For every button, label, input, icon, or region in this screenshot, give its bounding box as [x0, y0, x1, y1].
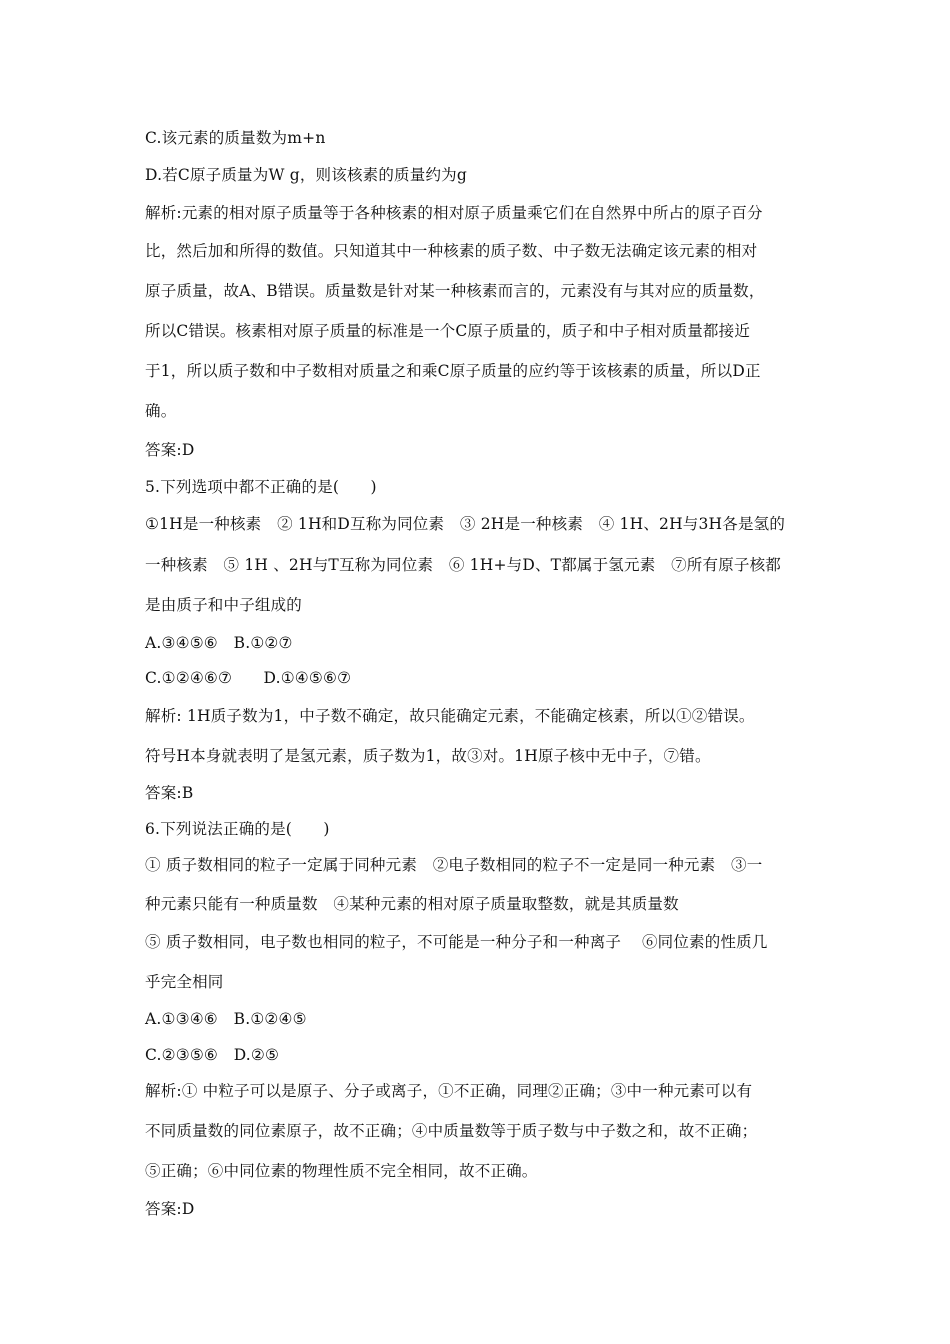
- question-5-option: C.①②④⑥⑦ D.①④⑤⑥⑦: [145, 669, 352, 687]
- explanation-line: 所以C错误。核素相对原子质量的标准是一个C原子质量的，质子和中子相对质量都接近: [145, 322, 751, 340]
- explanation-line: 解析:① 中粒子可以是原子、分子或离子，①不正确，同理②正确；③中一种元素可以有: [145, 1082, 753, 1100]
- explanation-line: 解析: 1H质子数为1，中子数不确定，故只能确定元素，不能确定核素，所以①②错误。: [145, 707, 755, 725]
- question-6-title: 6.下列说法正确的是( ): [145, 820, 330, 838]
- question-5-option: A.③④⑤⑥ B.①②⑦: [145, 634, 293, 652]
- option-d: D.若C原子质量为W g，则该核素的质量约为g: [145, 166, 467, 184]
- question-6-statement: 乎完全相同: [145, 973, 224, 991]
- option-c: C.该元素的质量数为m+n: [145, 129, 326, 147]
- question-6-statement: ① 质子数相同的粒子一定属于同种元素 ②电子数相同的粒子不一定是同一种元素 ③一: [145, 856, 763, 874]
- explanation-line: 比，然后加和所得的数值。只知道其中一种核素的质子数、中子数无法确定该元素的相对: [145, 242, 758, 260]
- answer-line: 答案:D: [145, 1200, 195, 1218]
- explanation-line: 符号H本身就表明了是氢元素，质子数为1，故③对。1H原子核中无中子，⑦错。: [145, 747, 711, 765]
- question-5-statement: 一种核素 ⑤ 1H 、2H与T互称为同位素 ⑥ 1H+与D、T都属于氢元素 ⑦所有原子核都: [145, 556, 782, 574]
- explanation-line: 解析:元素的相对原子质量等于各种核素的相对原子质量乘它们在自然界中所占的原子百分: [145, 204, 763, 222]
- question-6-option: C.②③⑤⑥ D.②⑤: [145, 1046, 280, 1064]
- explanation-line: ⑤正确；⑥中同位素的物理性质不完全相同，故不正确。: [145, 1162, 538, 1180]
- answer-line: 答案:D: [145, 441, 195, 459]
- question-5-statement: ①1H是一种核素 ② 1H和D互称为同位素 ③ 2H是一种核素 ④ 1H、2H与3H各是氢的: [145, 515, 786, 533]
- explanation-line: 不同质量数的同位素原子，故不正确；④中质量数等于质子数与中子数之和，故不正确；: [145, 1122, 758, 1140]
- question-5-statement: 是由质子和中子组成的: [145, 596, 303, 614]
- question-6-statement: ⑤ 质子数相同，电子数也相同的粒子，不可能是一种分子和一种离子 ⑥同位素的性质几: [145, 933, 768, 951]
- explanation-line: 原子质量，故A、B错误。质量数是针对某一种核素而言的，元素没有与其对应的质量数，: [145, 282, 765, 300]
- question-6-statement: 种元素只能有一种质量数 ④某种元素的相对原子质量取整数，就是其质量数: [145, 895, 679, 913]
- explanation-line: 确。: [145, 402, 177, 420]
- question-5-title: 5.下列选项中都不正确的是( ): [145, 478, 377, 496]
- explanation-line: 于1，所以质子数和中子数相对质量之和乘C原子质量的应约等于该核素的质量，所以D正: [145, 362, 761, 380]
- question-6-option: A.①③④⑥ B.①②④⑤: [145, 1010, 307, 1028]
- answer-line: 答案:B: [145, 784, 194, 802]
